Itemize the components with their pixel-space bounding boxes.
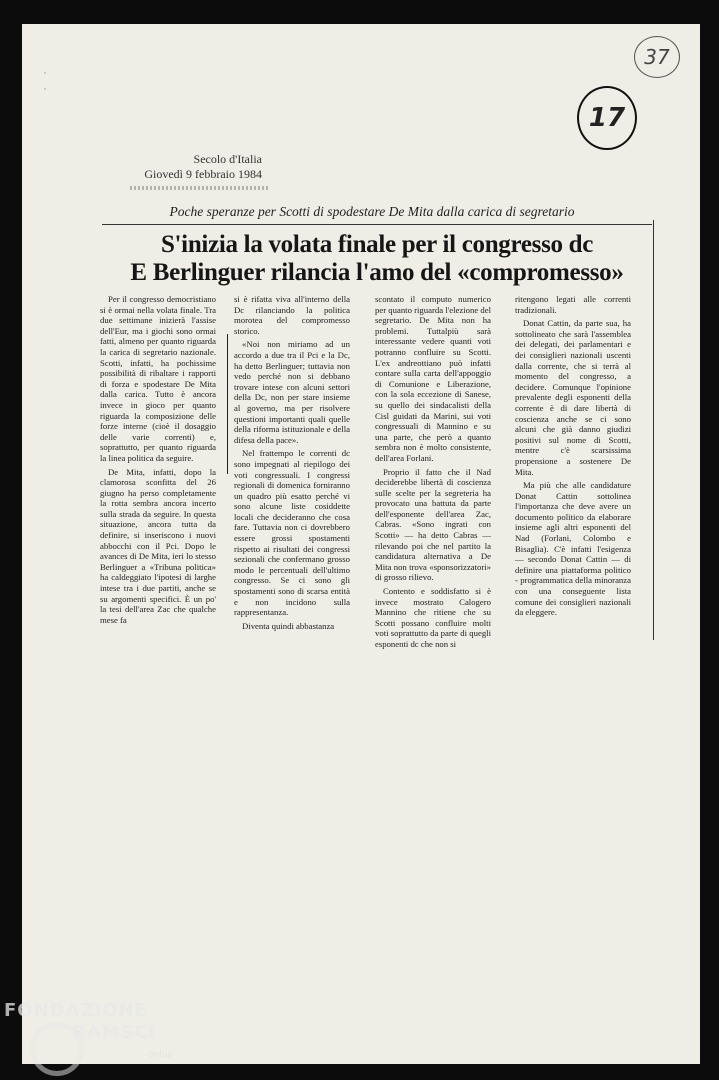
paragraph: scontato il computo numerico per quanto riguarda l'elezione del segretario. De Mita non ha problemi. Tuttalpiù sarà interessante vedere quanti voti potranno confluire su Scotti. L'ex andreottiano può infatti contare sulla carta dell'appoggio di Comunione e Liberazione, con la sola eccezione di Sanese, su quello dei sindacalisti della Cisl guidati da Marini, sui voti congressuali di Mannino e su una parte, che però a quanto sembra non è molto consistente, dell'area Forlani.	[375, 294, 491, 463]
paragraph: Proprio il fatto che il Nad deciderebbe libertà di coscienza sulle scelte per la segreteria ha provocato una battuta da parte dell'esponente dell'area Zac, Cabras. «Sono ingrati con Scotti» — ha detto Cabras — rilevando poi che nel partito la candidatura alternativa a De Mita non trova «sponsorizzatori» di grosso rilievo.	[375, 466, 491, 583]
watermark-line-1: FONDAZIONE	[4, 1000, 148, 1021]
scan-speck	[44, 88, 46, 90]
article-column-4	[515, 294, 631, 621]
paragraph: De Mita, infatti, dopo la clamorosa sconfitta del 26 giugno ha perso completamente la rotta sembra ancora incerto sulla strada da seguire. In questa situazione, ancora tutta da definire, si inseriscono i nuovi abbocchi con il Pci. Dopo le avances di De Mita, ieri lo stesso Berlinguer a «Tribuna politica» ha caldeggiato l'ipotesi di larghe intese tra i due partiti, anche se su argomenti specifici. È un po' la tesi dell'area Zac che qualche mese fa	[100, 466, 216, 625]
newspaper-name: Secolo d'Italia	[193, 152, 262, 166]
paragraph: Ma più che alle candidature Donat Cattin sottolinea l'importanza che deve avere un documento politico da elaborare insieme agli altri esponenti del Nad (Forlani, Colombo e Bisaglia). C'è infatti l'esigenza — secondo Donat Cattin — di definire una piattaforma politico - programmatica della minoranza con una conseguente lista comune dei consiglieri nazionali da eleggere.	[515, 480, 631, 618]
article-column-1	[100, 294, 216, 628]
article-column-3	[375, 294, 491, 653]
fondazione-gramsci-watermark	[2, 1000, 202, 1070]
article-column-2	[234, 294, 350, 634]
paragraph: Donat Cattin, da parte sua, ha sottolineato che sarà l'assemblea dei delegati, dei parlamentari e dei consiglieri nazionali uscenti dalla corrente, che si terrà al momento del congresso, a decidere. Comunque l'opinione prevalente degli esponenti della corrente è di dare libertà di coscienza anche se ci sono alcuni che già danno giudizi positivi sul nome di Scotti, mentre c'è scarsissima propensione a sostenere De Mita.	[515, 318, 631, 477]
headline-line-1: S'inizia la volata finale per il congresso dc	[160, 231, 594, 258]
circled-number-annotation: 17	[577, 86, 637, 150]
article-headline	[62, 231, 692, 287]
archive-number-annotation: 37	[634, 36, 680, 78]
source-rule	[130, 186, 270, 190]
kicker-divider	[102, 224, 652, 225]
paragraph: Contento e soddisfatto si è invece mostrato Calogero Mannino che ritiene che su Scotti possano confluire molti voti soprattutto da parte di quegli esponenti dc che non si	[375, 586, 491, 649]
paragraph: Per il congresso democristiano si è ormai nella volata finale. Tra due settimane inizierà l'assise dell'Eur, ma i giochi sono ormai fatti, almeno per quanto riguarda la carica di segretario nazionale. Scotti, infatti, ha pochissime possibilità di ribaltare i rapporti di forza e spodestare De Mita dalla carica. Tutto è ancora invece in gioco per quanto riguarda la composizione delle forze interne (cioè il dosaggio delle varie correnti) e, soprattutto, per quanto riguarda la linea politica da seguire.	[100, 294, 216, 463]
publication-date: Giovedì 9 febbraio 1984	[144, 167, 262, 181]
margin-pen-mark	[227, 334, 228, 474]
paragraph: Nel frattempo le correnti dc sono impegnati al riepilogo dei voti congressuali. I congressi regionali di domenica forniranno un quadro più esatto perché vi sono alcune liste cosiddette locali che decideranno che cosa fare. Tuttavia non ci dovrebbero essere grossi spostamenti rispetto ai risultati dei congressi sezionali che confermano grosso modo le percentuali dell'ultimo congresso. Se ci sono gli spostamenti sono di scarsa entità e non incidono sulla rappresentanza.	[234, 448, 350, 618]
paragraph: «Noi non miriamo ad un accordo a due tra il Pci e la Dc, ha detto Berlinguer; tuttavia non vedo perché non si debbano trovare intese con alcuni settori della Dc, non per stare insieme al governo, ma per risolvere questioni importanti quali quelle della riforma istituzionale e della difesa della pace».	[234, 339, 350, 445]
column-margin-rule	[653, 220, 654, 640]
watermark-suffix: onlus	[148, 1050, 173, 1060]
article-kicker: Poche speranze per Scotti di spodestare De Mita dalla carica di segretario	[169, 204, 575, 219]
scan-speck	[44, 72, 46, 74]
watermark-line-2: RAMSCI	[72, 1022, 157, 1043]
newspaper-clipping-page	[22, 24, 700, 1064]
paragraph: si è rifatta viva all'interno della Dc rilanciando la politica morotea del compromesso storico.	[234, 294, 350, 336]
paragraph: Diventa quindi abbastanza	[242, 620, 335, 631]
headline-line-2: E Berlinguer rilancia l'amo del «compromesso»	[130, 259, 624, 286]
source-box	[132, 152, 262, 182]
paragraph: ritengono legati alle correnti tradizionali.	[515, 294, 631, 315]
